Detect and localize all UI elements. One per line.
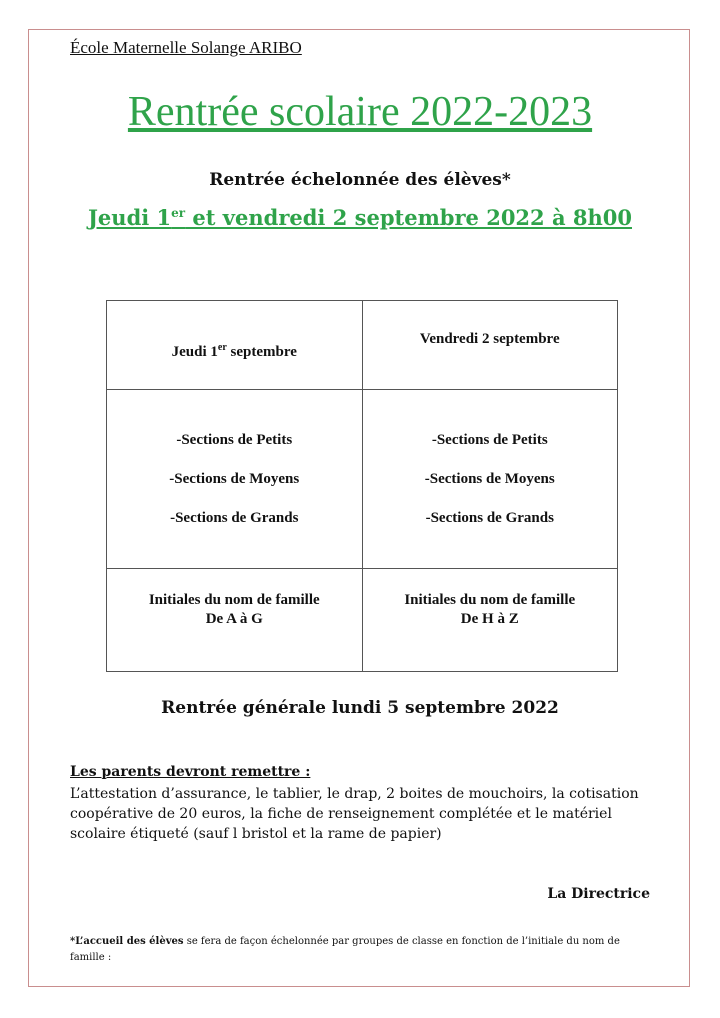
general-return: Rentrée générale lundi 5 septembre 2022 [161,698,559,718]
parents-body: L’attestation d’assurance, le tablier, le drap, 2 boites de mouchoirs, la cotisation coopérative de 20 euros, la fiche de renseignement complétée et le matériel scolaire étiqueté (sauf l bristol et la rame de papier) [70,786,639,842]
section-item: -Sections de Moyens [424,470,555,487]
header-thursday-sup: er [217,342,227,353]
schedule-table [106,300,618,672]
section-item: -Sections de Grands [170,509,299,526]
signature: La Directrice [547,886,650,902]
initials-label: Initiales du nom de famille [404,592,576,608]
section-item: -Sections de Moyens [169,470,300,487]
header-thursday-rest: septembre [226,344,297,360]
return-dates [60,198,660,233]
sections-friday [362,390,618,569]
footnote [70,934,655,966]
initials-range: De H à Z [460,611,519,627]
initials-label: Initiales du nom de famille [148,592,320,608]
header-thursday [107,301,363,390]
section-item: -Sections de Grands [425,509,554,526]
initials-thursday [107,569,363,672]
dates-part1: Jeudi 1 [88,205,172,230]
section-item: -Sections de Petits [431,431,548,448]
parents-heading: Les parents devront remettre : [70,764,311,780]
sections-thursday [107,390,363,569]
footnote-bold: *L’accueil des élèves [70,936,184,947]
footnote-rest: se fera de façon échelonnée par groupes de classe en fonction de l’initiale du nom de famille : [70,936,620,963]
table-header-row [107,301,618,390]
subtitle: Rentrée échelonnée des élèves* [209,170,511,190]
table-row-sections [107,390,618,569]
school-name: École Maternelle Solange ARIBO [70,38,302,57]
dates-part2: et vendredi 2 septembre 2022 à 8h00 [185,205,632,230]
initials-friday [362,569,618,672]
initials-range: De A à G [205,611,263,627]
header-thursday-main: Jeudi 1 [171,344,218,360]
dates-sup: er [171,206,186,220]
header-friday: Vendredi 2 septembre [362,301,618,390]
page-title: Rentrée scolaire 2022-2023 [127,89,593,135]
section-item: -Sections de Petits [176,431,293,448]
table-row-initials [107,569,618,672]
